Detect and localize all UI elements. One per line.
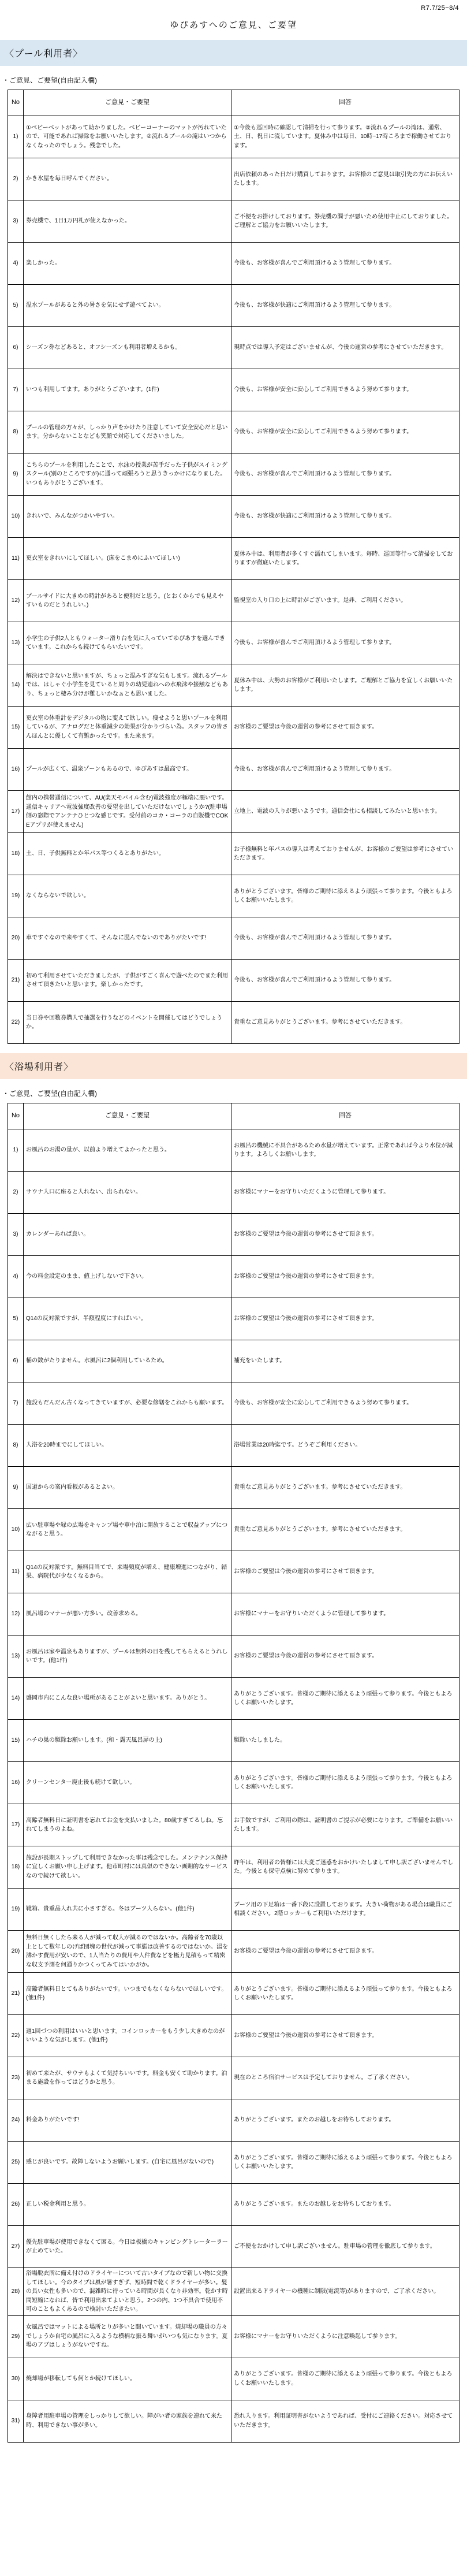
opinion-text: Q14の反対派ですが、半額程度にすればいい。 (24, 1298, 231, 1340)
table-row (8, 116, 459, 158)
opinion-text: お風呂は家や温泉もありますが、プールは無料の日を残してもらえるとうれしいです。(他1件) (24, 1635, 231, 1678)
answer-text: 監視室の入り口の上に時計がございます。是非、ご利用ください。 (231, 580, 459, 622)
table-row (8, 1256, 459, 1298)
opinion-text: 国道からの案内看板があるとよい。 (24, 1467, 231, 1509)
row-number: 3) (8, 1214, 24, 1256)
opinion-text: きれいで、みんながつかいやすい。 (24, 496, 231, 538)
opinion-text: 解決はできないと思いますが、ちょっと混みすぎな気もします。流れるプールでは、はしゃぐ小学生を見ていると周りの幼児連れへの水飛沫や接触などもあり、ちょっと棲み分けが難しいかなぁとも思いました。 (24, 664, 231, 707)
table-row (8, 2057, 459, 2099)
table-header-row (8, 1103, 459, 1129)
table-row (8, 538, 459, 580)
table-row (8, 2099, 459, 2142)
row-number: 13) (8, 622, 24, 664)
row-number: 1) (8, 1129, 24, 1172)
opinion-text: こちらのプールを利用したことで、水泳の授業が苦手だった子供がスイミングスクール(別のところですが)に通って頑張ろうと思うきっかけになりました。いつもありがとうございます。 (24, 454, 231, 496)
table-row (8, 1635, 459, 1678)
row-number: 26) (8, 2184, 24, 2226)
row-number: 16) (8, 749, 24, 791)
table-row (8, 1382, 459, 1425)
row-number: 3) (8, 200, 24, 243)
opinion-text: 券売機で、1日1万円札が使えなかった。 (24, 200, 231, 243)
opinion-text: シーズン券などあると、オフシーズンも利用者増えるかも。 (24, 327, 231, 369)
opinion-text: 当日券や回数券購入で抽選を行うなどのイベントを開催してはどうでしょうか。 (24, 1002, 231, 1044)
column-header-opinion: ご意見・ご要望 (24, 1103, 231, 1129)
page-title: ゆぴあすへのご意見、ご要望 (170, 20, 297, 30)
table-row (8, 1509, 459, 1551)
table-row (8, 454, 459, 496)
row-number: 15) (8, 707, 24, 749)
opinion-text: 高齢者無料日とてもありがたいです。いつまでもなくならないでほしいです。(他1件) (24, 1973, 231, 2015)
row-number: 10) (8, 1509, 24, 1551)
answer-text: 今後も、お客様が安全に安心してご利用できるよう努めて参ります。 (231, 1382, 459, 1425)
opinion-text: 正しい税金利用と思う。 (24, 2184, 231, 2226)
row-number: 25) (8, 2142, 24, 2184)
table-row (8, 749, 459, 791)
row-number: 6) (8, 1340, 24, 1382)
row-number: 7) (8, 369, 24, 411)
answer-text: ありがとうございます。皆様のご期待に添えるよう頑張って参ります。今後ともよろしくお願いいたします。 (231, 2358, 459, 2400)
answer-text: 今後も、お客様が喜んでご利用頂けるよう管理して参ります。 (231, 749, 459, 791)
opinion-text: 楽しかった。 (24, 243, 231, 285)
table-row (8, 1298, 459, 1340)
opinion-text: かき氷屋を毎日呼んでください。 (24, 158, 231, 200)
table-row (8, 833, 459, 875)
answer-text: お客様のご要望は今後の運営の参考にさせて頂きます。 (231, 1298, 459, 1340)
row-number: 21) (8, 960, 24, 1002)
answer-text: ありがとうございます。皆様のご期待に添えるよう頑張って参ります。今後ともよろしくお願いいたします。 (231, 1973, 459, 2015)
row-number: 12) (8, 580, 24, 622)
table-row (8, 1931, 459, 1973)
opinion-text: 焼却場が移転しても何とか続けてほしい。 (24, 2358, 231, 2400)
table-row (8, 2400, 459, 2442)
row-number: 19) (8, 875, 24, 917)
answer-text: 今後も、お客様が喜んでご利用頂けるよう管理して参ります。 (231, 960, 459, 1002)
opinion-text: 優先駐車場が使用できなくて困る。今日は板橋のキャンピングトレーターラーが止めていた。 (24, 2226, 231, 2268)
table-row (8, 1002, 459, 1044)
opinion-text: 施設もだんだん古くなってきていますが、必要な修繕をこれからも願います。 (24, 1382, 231, 1425)
answer-text: 今後も、お客様が喜んでご利用頂けるよう管理して参ります。 (231, 622, 459, 664)
row-number: 24) (8, 2099, 24, 2142)
opinion-text: 浴場脱衣所に備え付けのドライヤーについて古いタイプなので新しい物に交換してほしい。今のタイプは風が暑すぎず、短時間で乾くドライヤーが多い。髪の長い女性も多いので、混雑時に待っている時間が長くなり非効率。乾かす時間短縮になれば、皆で利用出来てよいと思う。2つの内、1つ不具合で使用不可のこともよくあるので検討いただきたい。 (24, 2268, 231, 2316)
answer-text: 設置出来るドライヤーの機種に制限(電流等)がありますので、ご了承ください。 (231, 2268, 459, 2316)
row-number: 29) (8, 2315, 24, 2358)
table-row (8, 580, 459, 622)
answer-text: 今後も、お客様が快適にご利用頂けるよう管理して参ります。 (231, 285, 459, 327)
opinion-text: プールサイドに大きめの時計があると便利だと思う。(とおくからでも見えやすいものだとうれしい。) (24, 580, 231, 622)
opinion-text: ハチの巣の駆除お願いします。(和・露天風呂扉の上) (24, 1720, 231, 1762)
table-row (8, 1214, 459, 1256)
opinion-text: 料金ありがたいです! (24, 2099, 231, 2142)
table-row (8, 200, 459, 243)
answer-text: ご不便をお掛けしております。券売機の調子が悪いため使用中止にしておりました。ご理解とご協力をお願いいたします。 (231, 200, 459, 243)
answer-text: 今後も、お客様が喜んでご利用頂けるよう管理して参ります。 (231, 243, 459, 285)
opinion-text: いつも利用してます。ありがとうございます。(1件) (24, 369, 231, 411)
answer-text: お客様にマナーをお守りいただくように管理して参ります。 (231, 1593, 459, 1635)
answer-text: 貴重なご意見ありがとうございます。参考にさせていただきます。 (231, 1002, 459, 1044)
opinion-text: 盛岡市内にこんな良い場所があることがよいと思います。ありがとう。 (24, 1678, 231, 1720)
section-banner-pool: 〈プール利用者〉 (0, 40, 467, 66)
opinion-text: 感じが良いです。故障しないようお願いします。(自宅に風呂がないので) (24, 2142, 231, 2184)
column-header-no: No (8, 90, 24, 116)
table-row (8, 327, 459, 369)
opinion-text: 今の料金設定のまま、値上げしないで下さい。 (24, 1256, 231, 1298)
opinion-text: 初めて来たが、サウナもよくて気持ちいいです。料金も安くて助かります。泊まる施設を作ってはどうかと思う。 (24, 2057, 231, 2099)
opinion-text: 更衣室の体重計をデジタルの物に変えて欲しい。痩せようと思いプールを利用しているが、アナログだと体重減少の効果が分かりづらい為。スタッフの皆さんほんとに優しくて有難かったです。また来ます。 (24, 707, 231, 749)
table-row (8, 1889, 459, 1931)
table-row (8, 664, 459, 707)
opinion-text: 初めて利用させていただきましたが、子供がすごく喜んで遊べたのでまた利用させて頂きたいと思います。楽しかったです。 (24, 960, 231, 1002)
answer-text: ありがとうございます。皆様のご期待に添えるよう頑張って参ります。今後ともよろしくお願いいたします。 (231, 1678, 459, 1720)
date-range: R7.7/25~8/4 (421, 5, 459, 12)
table-row (8, 1129, 459, 1172)
answer-text: ありがとうございます。皆様のご期待に添えるよう頑張って参ります。今後ともよろしくお願いいたします。 (231, 2142, 459, 2184)
table-row (8, 1762, 459, 1804)
table-row (8, 285, 459, 327)
table-row (8, 622, 459, 664)
table-row (8, 2142, 459, 2184)
table-row (8, 496, 459, 538)
table-header-row (8, 90, 459, 116)
opinion-text: プールの管理の方々が、しっかり声をかけたり注意していて安全安心だと思います。分からないことなども笑顔で対応してくださいました。 (24, 411, 231, 454)
answer-text: ブーツ用の下足箱は一番下段に設置しております。大きい荷物がある場合は職員にご相談ください。2階ロッカーもご利用いただけます。 (231, 1889, 459, 1931)
answer-text: お客様にマナーをお守りいただくように管理して参ります。 (231, 1172, 459, 1214)
answer-text: 出店依頼のあった日だけ購買しております。お客様のご意見は取引先の方にお伝えいたします。 (231, 158, 459, 200)
section-banner-bath: 〈浴場利用者〉 (0, 1053, 467, 1079)
table-row (8, 158, 459, 200)
table-row (8, 2315, 459, 2358)
row-number: 20) (8, 917, 24, 960)
answer-text: ありがとうございます。またのお越しをお待ちしております。 (231, 2099, 459, 2142)
opinion-text: カレンダーあれば良い。 (24, 1214, 231, 1256)
answer-text: お客様のご要望は今後の運営の参考にさせて頂きます。 (231, 1551, 459, 1593)
answer-text: お客様のご要望は今後の運営の参考にさせて頂きます。 (231, 1256, 459, 1298)
answer-text: ありがとうございます。皆様のご期待に添えるよう頑張って参ります。今後ともよろしくお願いいたします。 (231, 1762, 459, 1804)
row-number: 4) (8, 1256, 24, 1298)
opinion-text: クリーンセンター廃止後も続けて欲しい。 (24, 1762, 231, 1804)
answer-text: 恐れ入ります。利用証明書がないようであれば、受付にご連絡ください。対応させていただきます。 (231, 2400, 459, 2442)
opinion-text: 小学生の子供2人ともウォーター滑り台を気に入っていてゆぴあすを選んできています。これからも続けてもらいたいです。 (24, 622, 231, 664)
answer-text: お風呂の機械に不具合があるため水量が増えています。正常であれば今より水位が減ります。よろしくお願いします。 (231, 1129, 459, 1172)
opinion-text: 週1回づつの利用はいいと思います。コインロッカーをもう少し大きめなのがいいような気がします。(他1件) (24, 2015, 231, 2057)
row-number: 22) (8, 2015, 24, 2057)
opinion-text: 広い駐車場や緑の広場をキャンプ場や車中泊に開放することで収益アップにつながると思う。 (24, 1509, 231, 1551)
answer-text: お客様のご要望は今後の運営の参考にさせて頂きます。 (231, 707, 459, 749)
answer-text: ご不便をおかけして申し訳ございません。駐車場の管理を徹底して参ります。 (231, 2226, 459, 2268)
answer-text: ①今後も巡回時に確認して清掃を行って参ります。②流れるプールの滝は、通常、土、日、祝日に流しています。夏休み中は毎日、10時~17時ころまで稼働させております。 (231, 116, 459, 158)
row-number: 15) (8, 1720, 24, 1762)
row-number: 5) (8, 285, 24, 327)
bath-feedback-table (8, 1103, 459, 2443)
opinion-text: ①ベビーベットがあって助かりました。ベビーコーナーのマットが汚れていたので、可能であれば掃除をお願いいたします。②流れるプールの滝はいつからなくなったのでしょう。残念でした。 (24, 116, 231, 158)
opinion-text: 無料日無くしたら来る人が減って収入が減るのではないか。高齢者を70歳以上として数年しのげば団塊の世代が減って事態は改善するのではないか。湯を沸かす費用が安いので、1人当たりの費用や人件費などを極力見積もって精密な収支予測を何通りかつくってみてはいかがか。 (24, 1931, 231, 1973)
opinion-text: サウナ入口に座ると入れない、出られない。 (24, 1172, 231, 1214)
answer-text: 駆除いたしました。 (231, 1720, 459, 1762)
table-row (8, 960, 459, 1002)
row-number: 16) (8, 1762, 24, 1804)
table-row (8, 1973, 459, 2015)
answer-text: 今後も、お客様が安全に安心してご利用できるよう努めて参ります。 (231, 369, 459, 411)
section-sublabel-bath: ・ご意見、ご要望(自由記入欄) (2, 1090, 97, 1098)
table-row (8, 1720, 459, 1762)
opinion-text: 靴箱、貴重品入れ共に小さすぎる。冬はブーツ入らない。(他1件) (24, 1889, 231, 1931)
opinion-text: 館内の携帯通信について、AU(楽天モバイル含む)電波強度が極端に悪いです。通信キャリアへ電波強度改善の要望を出していただけないでしょうか?(駐車場側の窓際でアンテナひとつな感じです。受付前のコカ・コーラの自販機でCOKEアプリが使えません) (24, 791, 231, 833)
opinion-text: 土、日、子供無料とか年パス等つくるとありがたい。 (24, 833, 231, 875)
table-row (8, 1425, 459, 1467)
opinion-text: プールが広くて、温泉ゾーンもあるので、ゆぴあすは最高です。 (24, 749, 231, 791)
answer-text: ありがとうございます。皆様のご期待に添えるよう頑張って参ります。今後ともよろしくお願いいたします。 (231, 875, 459, 917)
row-number: 17) (8, 1804, 24, 1846)
answer-text: 浴場営業は20時迄です。どうぞご利用ください。 (231, 1425, 459, 1467)
opinion-text: 女風呂ではマットによる場所とりが多いと聞いています。焼却場の職員の方々でしょうか自宅の風呂に入るような横柄な振る舞いがいつも気になります。夏場のアブはしょうがないですね。 (24, 2315, 231, 2358)
opinion-text: 入浴を20時までにしてほしい。 (24, 1425, 231, 1467)
answer-text: 補充をいたします。 (231, 1340, 459, 1382)
row-number: 20) (8, 1931, 24, 1973)
table-row (8, 1593, 459, 1635)
row-number: 18) (8, 1846, 24, 1889)
opinion-text: 施設が長期ストップして利用できなかった事は残念でした。メンテナンス保持に宜しくお願い申し上げます。他市町村には真似のできない画期的なサービスなので続けて欲しい。 (24, 1846, 231, 1889)
table-row (8, 1172, 459, 1214)
row-number: 14) (8, 1678, 24, 1720)
table-row (8, 1678, 459, 1720)
table-row (8, 2358, 459, 2400)
answer-text: 今後も、お客様が快適にご利用頂けるよう管理して参ります。 (231, 496, 459, 538)
answer-text: 夏休み中は、大勢のお客様がご利用いたします。ご理解とご協力を宜しくお願いいたします。 (231, 664, 459, 707)
answer-text: お客様のご要望は今後の運営の参考にさせて頂きます。 (231, 1214, 459, 1256)
row-number: 13) (8, 1635, 24, 1678)
row-number: 1) (8, 116, 24, 158)
answer-text: 貴重なご意見ありがとうございます。参考にさせていただきます。 (231, 1467, 459, 1509)
answer-text: 今後も、お客様が喜んでご利用頂けるよう管理して参ります。 (231, 917, 459, 960)
answer-text: 今後も、お客様が安全に安心してご利用できるよう努めて参ります。 (231, 411, 459, 454)
row-number: 4) (8, 243, 24, 285)
opinion-text: 身障者用駐車場の管理をしっかりして欲しい。障がい者の家族を連れて来た時、利用できない事が多い。 (24, 2400, 231, 2442)
section-sublabel-pool: ・ご意見、ご要望(自由記入欄) (2, 76, 97, 84)
opinion-text: お風呂のお湯の量が、以前より増えてよかったと思う。 (24, 1129, 231, 1172)
row-number: 27) (8, 2226, 24, 2268)
table-row (8, 2015, 459, 2057)
row-number: 8) (8, 411, 24, 454)
row-number: 10) (8, 496, 24, 538)
table-row (8, 875, 459, 917)
row-number: 2) (8, 158, 24, 200)
row-number: 6) (8, 327, 24, 369)
table-row (8, 707, 459, 749)
table-row (8, 791, 459, 833)
answer-text: お手数ですが、ご利用の際は、証明書のご提示が必要になります。ご準備をお願いいたします。 (231, 1804, 459, 1846)
opinion-text: 更衣室をきれいにしてほしい。(床をこまめにふいてほしい) (24, 538, 231, 580)
opinion-text: 高齢者無料日に証明書を忘れてお金を支払いました。80歳すぎてるしね。忘れてしまうのよね。 (24, 1804, 231, 1846)
row-number: 18) (8, 833, 24, 875)
row-number: 17) (8, 791, 24, 833)
answer-text: 今後も、お客様が喜んでご利用頂けるよう管理して参ります。 (231, 454, 459, 496)
table-row (8, 243, 459, 285)
column-header-answer: 回答 (231, 90, 459, 116)
row-number: 23) (8, 2057, 24, 2099)
answer-text: 昨年は、利用者の皆様には大変ご迷惑をおかけいたしまして申し訳ございませんでした。今後とも保守点検に努めて参ります。 (231, 1846, 459, 1889)
table-row (8, 1846, 459, 1889)
column-header-no: No (8, 1103, 24, 1129)
row-number: 19) (8, 1889, 24, 1931)
answer-text: 立地上、電波の入りが悪いようです。通信会社にも相談してみたいと思います。 (231, 791, 459, 833)
row-number: 9) (8, 1467, 24, 1509)
table-row (8, 1551, 459, 1593)
row-number: 22) (8, 1002, 24, 1044)
row-number: 8) (8, 1425, 24, 1467)
answer-text: 現時点では導入予定はございませんが、今後の運営の参考にさせていただきます。 (231, 327, 459, 369)
answer-text: お客様のご要望は今後の運営の参考にさせて頂きます。 (231, 1931, 459, 1973)
opinion-text: 風呂場のマナーが悪い方多い。改善求める。 (24, 1593, 231, 1635)
column-header-answer: 回答 (231, 1103, 459, 1129)
opinion-text: 車ですぐなので来やすくて、そんなに混んでないのでありがたいです! (24, 917, 231, 960)
row-number: 14) (8, 664, 24, 707)
row-number: 12) (8, 1593, 24, 1635)
row-number: 31) (8, 2400, 24, 2442)
table-row (8, 369, 459, 411)
table-row (8, 1804, 459, 1846)
opinion-text: Q14の反対派です。無料目当てで、来場頻度が増え、健康増進につながり、結果、病院代が少なくなるから。 (24, 1551, 231, 1593)
opinion-text: なくならないで欲しい。 (24, 875, 231, 917)
column-header-opinion: ご意見・ご要望 (24, 90, 231, 116)
table-row (8, 2184, 459, 2226)
table-row (8, 1467, 459, 1509)
table-row (8, 411, 459, 454)
table-row (8, 1340, 459, 1382)
answer-text: お客様にマナーをお守りいただくように注意喚起して参ります。 (231, 2315, 459, 2358)
row-number: 30) (8, 2358, 24, 2400)
row-number: 11) (8, 538, 24, 580)
answer-text: お客様のご要望は今後の運営の参考にさせて頂きます。 (231, 1635, 459, 1678)
opinion-text: 温水プールがあると外の暑さを気にせず遊べてよい。 (24, 285, 231, 327)
row-number: 21) (8, 1973, 24, 2015)
table-row (8, 2226, 459, 2268)
row-number: 28) (8, 2268, 24, 2316)
row-number: 11) (8, 1551, 24, 1593)
answer-text: ありがとうございます。またのお越しをお待ちしております。 (231, 2184, 459, 2226)
table-row (8, 917, 459, 960)
table-row (8, 2268, 459, 2316)
answer-text: 現在のところ宿泊サービスは予定しておりません。ご了承ください。 (231, 2057, 459, 2099)
row-number: 7) (8, 1382, 24, 1425)
answer-text: お子様無料と年パスの導入は考えておりませんが、お客様のご要望は参考にさせていただきます。 (231, 833, 459, 875)
row-number: 2) (8, 1172, 24, 1214)
row-number: 5) (8, 1298, 24, 1340)
row-number: 9) (8, 454, 24, 496)
answer-text: お客様のご要望は今後の運営の参考にさせて頂きます。 (231, 2015, 459, 2057)
pool-feedback-table (8, 90, 459, 1044)
opinion-text: 桶の数がたりません。水風呂に2個利用しているため。 (24, 1340, 231, 1382)
answer-text: 貴重なご意見ありがとうございます。参考にさせていただきます。 (231, 1509, 459, 1551)
answer-text: 夏休み中は、利用者が多くすぐ濡れてしまいます。毎時、巡回等行って清掃をしておりますが徹底いたします。 (231, 538, 459, 580)
